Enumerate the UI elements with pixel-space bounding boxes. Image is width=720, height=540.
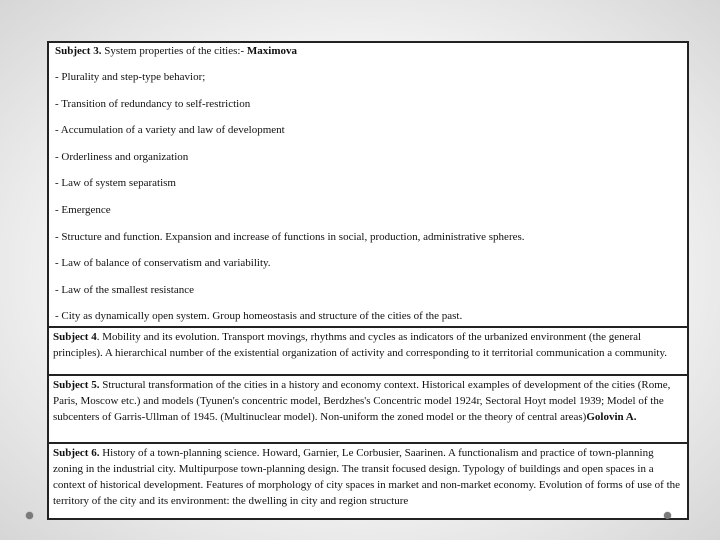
list-item: - Transition of redundancy to self-restriction (55, 97, 251, 110)
list-item: - Law of the smallest resistance (55, 283, 194, 296)
subject-5-text: Structural transformation of the cities in a history and economy context. Historical examples of development of the cities (Rome, Paris, Moscow etc.) and models (Tyunen's concentric model, Berdzhes's Concentric model 1924г, Sectoral Hoyt model 1939; Model of the subcenters of Garris-Ullman of 1945. (Multinuclear model). Non-uniform the zoned model or the theory of central areas) (53, 379, 671, 423)
subject-4-label: Subject 4 (53, 331, 97, 343)
list-item: - Law of system separatism (55, 177, 176, 190)
list-item: - Accumulation of a variety and law of development (55, 124, 285, 137)
list-item: - Structure and function. Expansion and increase of functions in social, production, administrative spheres. (55, 230, 525, 243)
subject-6-paragraph (53, 445, 683, 509)
subject-6-text: History of a town-planning science. Howard, Garnier, Le Corbusier, Saarinen. A functionalism and practice of town-planning zoning in the industrial city. Multipurpose town-planning design. The transit focused design. Typology of buildings and open spaces in a context of historical development. Features of morphology of city spaces in market and non-market economy. Evolution of forms of use of the territory of the city and its environment: the dwelling in city and region structure (53, 447, 681, 507)
subject-4-text: . Mobility and its evolution. Transport movings, rhythms and cycles as indicators of the urbanized environment (the general principles). A hierarchical number of the existential organization of activity and corresponding to it territorial communication a community. (53, 331, 667, 359)
subject-3-author: Maximova (246, 45, 297, 57)
list-item: - Orderliness and organization (55, 150, 189, 163)
list-item: - Plurality and step-type behavior; (55, 71, 206, 83)
subject-4-paragraph (53, 329, 683, 361)
bullet-dot-decoration (664, 512, 671, 519)
subject-3-heading (55, 44, 681, 70)
subject-6-label: Subject 6. (53, 447, 100, 459)
subject-3-label: Subject 3. (55, 45, 102, 57)
subject-3-cell (49, 43, 687, 326)
list-item: - Emergence (55, 203, 111, 216)
subject-5-author: Golovin A. (586, 411, 637, 423)
subject-4-cell (49, 326, 687, 374)
list-item: - Law of balance of conservatism and variability. (55, 257, 271, 270)
subject-5-label: Subject 5. (53, 379, 100, 391)
list-item: - City as dynamically open system. Group homeostasis and structure of the cities of the past. (55, 310, 463, 323)
subject-5-cell (49, 374, 687, 442)
subject-6-cell (49, 442, 687, 518)
subjects-table (47, 41, 689, 520)
subject-5-paragraph (53, 377, 683, 425)
bullet-dot-decoration (26, 512, 33, 519)
subject-3-title: System properties of the cities:- (101, 45, 247, 57)
